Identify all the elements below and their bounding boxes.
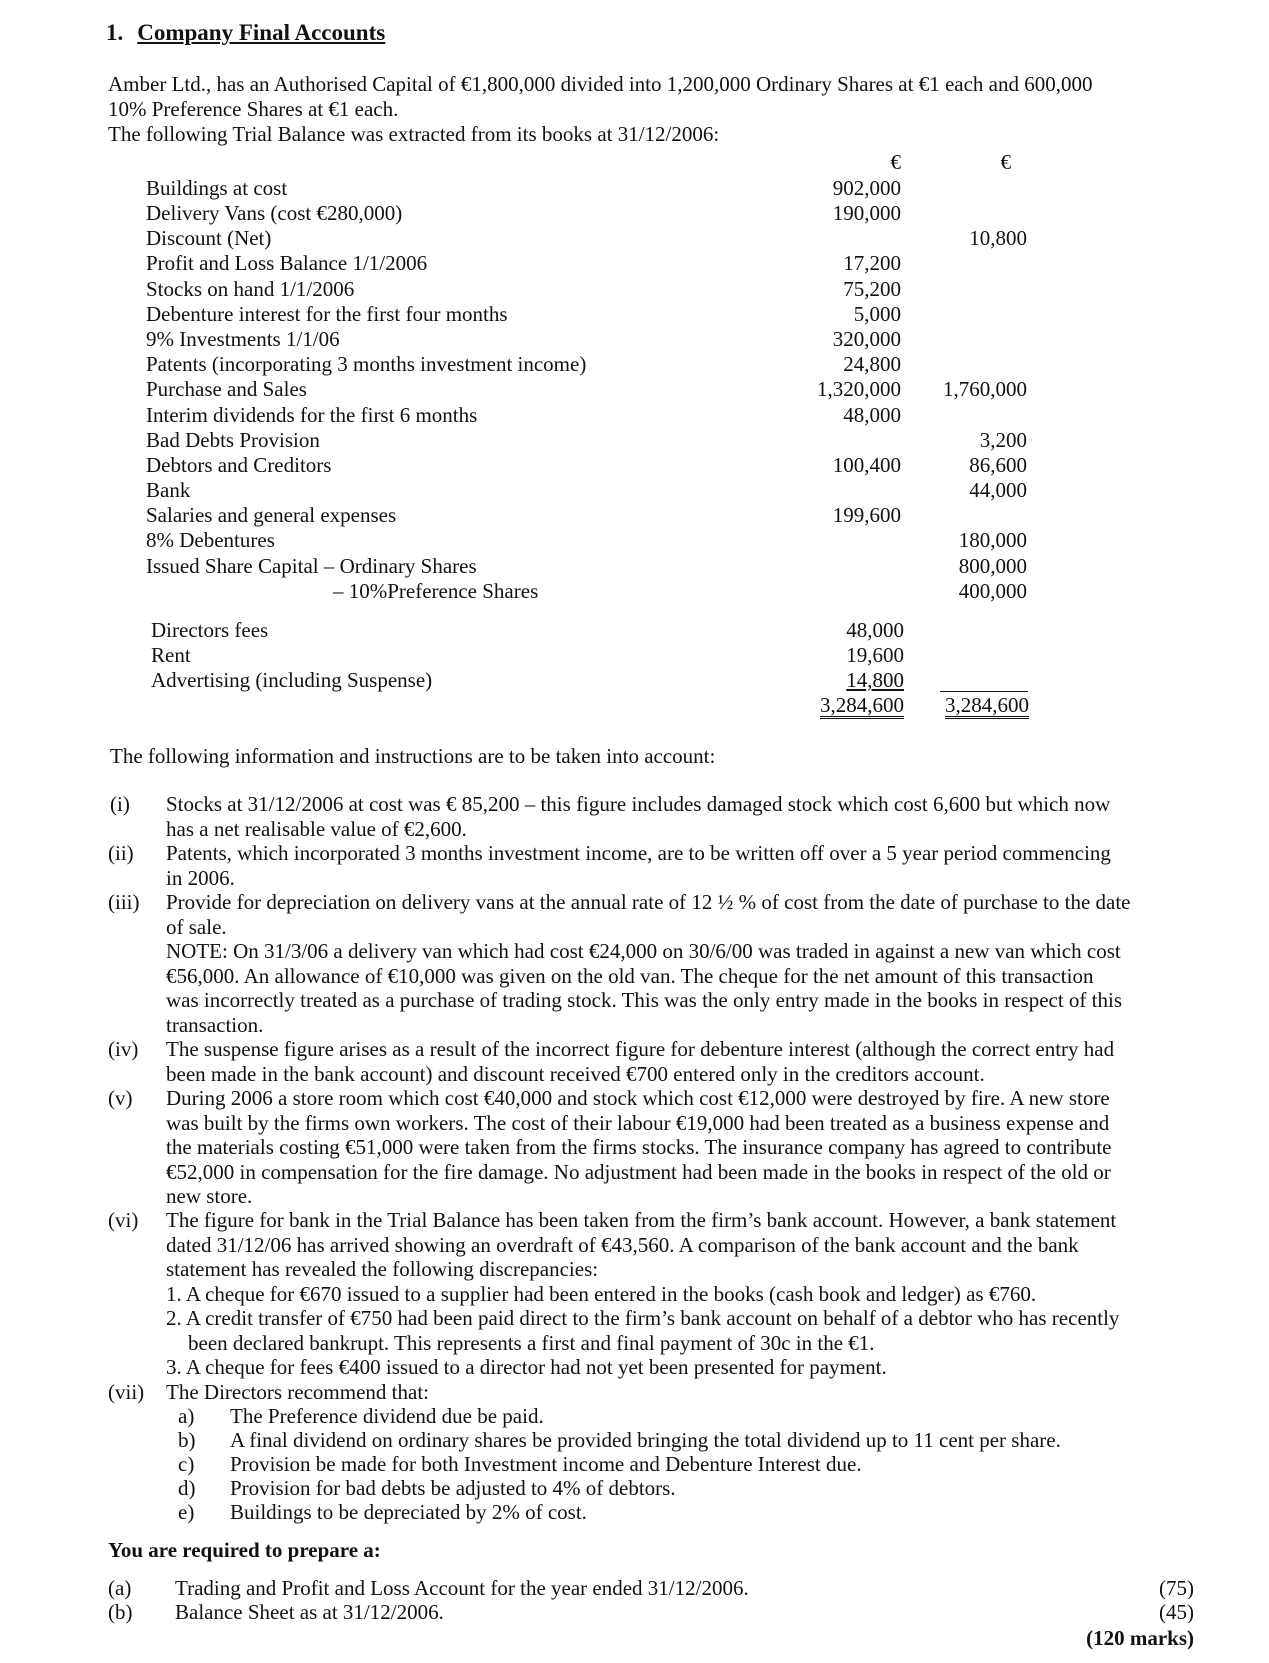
directors-text-e: Buildings to be depreciated by 2% of cost.	[230, 1500, 587, 1524]
item-line: Patents, which incorporated 3 months investment income, are to be written off over a 5 year period commencing	[166, 841, 1111, 865]
item-line: €52,000 in compensation for the fire damage. No adjustment had been made in the books in respect of the old or	[166, 1159, 1111, 1184]
tb-row-label: Bank	[146, 478, 191, 502]
instruction-item-iii	[166, 890, 1196, 1037]
tb-row-label: Delivery Vans (cost €280,000)	[146, 201, 403, 225]
requirement-marks-a: (75)	[1159, 1576, 1194, 1600]
item-number: (i)	[110, 792, 130, 816]
item-number: (ii)	[108, 841, 134, 865]
tb-row-label: Profit and Loss Balance 1/1/2006	[146, 251, 428, 275]
instructions-heading: The following information and instructions are to be taken into account:	[110, 744, 716, 768]
requirement-letter-b: (b)	[108, 1600, 133, 1624]
instruction-item-vi	[166, 1208, 1196, 1380]
question-title	[106, 20, 385, 46]
directors-letter-c: c)	[178, 1452, 195, 1476]
item-line: has a net realisable value of €2,600.	[166, 816, 467, 841]
intro-line-1: Amber Ltd., has an Authorised Capital of €1,800,000 divided into 1,200,000 Ordinary Shares at €1 each and 600,000	[108, 72, 1093, 96]
item-line: was built by the firms own workers. The cost of their labour €19,000 had been treated as a business expense and	[166, 1110, 1110, 1135]
directors-text-d: Provision for bad debts be adjusted to 4% of debtors.	[230, 1476, 676, 1500]
tb-row-dr: 48,000	[846, 618, 904, 642]
tb-row-label: Issued Share Capital – Ordinary Shares	[146, 554, 477, 578]
directors-letter-d: d)	[178, 1476, 196, 1500]
tb-row-dr: 1,320,000	[817, 377, 901, 401]
item-line: new store.	[166, 1184, 253, 1208]
tb-row-dr: 24,800	[843, 352, 901, 376]
question-number: 1.	[106, 20, 124, 45]
tb-row-dr: 320,000	[832, 327, 901, 351]
item-line: been declared bankrupt. This represents a first and final payment of 30c in the €1.	[188, 1330, 875, 1355]
directors-text-b: A final dividend on ordinary shares be provided bringing the total dividend up to 11 cent per share.	[230, 1428, 1061, 1452]
debit-total: 3,284,600	[820, 693, 904, 717]
item-line: During 2006 a store room which cost €40,000 and stock which cost €12,000 were destroyed by fire. A new store	[166, 1086, 1110, 1110]
instruction-item-ii	[166, 841, 1196, 890]
item-number: (iii)	[108, 890, 140, 914]
requirement-letter-a: (a)	[108, 1576, 132, 1600]
item-line: was incorrectly treated as a purchase of trading stock. This was the only entry made in the books in respect of this	[166, 988, 1123, 1012]
item-line: €56,000. An allowance of €10,000 was given on the old van. The cheque for the net amount of this transaction	[166, 963, 1094, 988]
question-title-text: Company Final Accounts	[137, 20, 386, 45]
item-line: transaction.	[166, 1012, 264, 1037]
item-line: Provide for depreciation on delivery vans at the annual rate of 12 ½ % of cost from the date of purchase to the date	[166, 890, 1131, 914]
tb-row-cr: 800,000	[958, 554, 1027, 578]
total-marks: (120 marks)	[1086, 1626, 1194, 1650]
item-line: in 2006.	[166, 865, 235, 890]
intro-line-3: The following Trial Balance was extracted from its books at 31/12/2006:	[108, 122, 720, 146]
tb-row-dr: 100,400	[832, 453, 901, 477]
item-line: the materials costing €51,000 were taken from the firms stocks. The insurance company has agreed to contribute	[166, 1135, 1112, 1159]
instruction-item-v	[166, 1086, 1196, 1209]
item-line: The figure for bank in the Trial Balance has been taken from the firm’s bank account. However, a bank statement	[166, 1208, 1117, 1232]
tb-row-label: Debenture interest for the first four months	[146, 302, 508, 326]
item-line: 3. A cheque for fees €400 issued to a director had not yet been presented for payment.	[166, 1355, 887, 1379]
item-line: Stocks at 31/12/2006 at cost was € 85,200 – this figure includes damaged stock which cost 6,600 but which now	[166, 792, 1111, 816]
tb-row-cr: 3,200	[979, 428, 1027, 452]
directors-letter-e: e)	[178, 1500, 195, 1524]
directors-letter-b: b)	[178, 1428, 196, 1452]
directors-text-c: Provision be made for both Investment income and Debenture Interest due.	[230, 1452, 862, 1476]
tb-row-cr: 1,760,000	[943, 377, 1027, 401]
tb-row-label: – 10%Preference Shares	[333, 579, 539, 603]
requirement-text-b: Balance Sheet as at 31/12/2006.	[175, 1600, 444, 1624]
tb-row-label: 9% Investments 1/1/06	[146, 327, 340, 351]
credit-total: 3,284,600	[945, 693, 1029, 717]
tb-row-label: Advertising (including Suspense)	[151, 668, 433, 692]
item-number: (v)	[108, 1086, 133, 1110]
tb-row-label: Patents (incorporating 3 months investment income)	[146, 352, 587, 376]
tb-row-dr: 14,800	[846, 668, 904, 692]
item-line: The Directors recommend that:	[166, 1380, 429, 1404]
intro-line-2: 10% Preference Shares at €1 each.	[108, 97, 399, 121]
instruction-item-i	[166, 792, 1196, 841]
instruction-item-vii	[166, 1380, 1196, 1405]
tb-row-dr: 48,000	[843, 403, 901, 427]
tb-row-label: Interim dividends for the first 6 months	[146, 403, 478, 427]
tb-row-label: Directors fees	[151, 618, 269, 642]
item-number: (iv)	[108, 1037, 139, 1061]
tb-row-label: Buildings at cost	[146, 176, 288, 200]
tb-row-dr: 5,000	[853, 302, 901, 326]
item-line: been made in the bank account) and discount received €700 entered only in the creditors account.	[166, 1061, 985, 1086]
tb-row-label: Debtors and Creditors	[146, 453, 332, 477]
requirement-text-a: Trading and Profit and Loss Account for the year ended 31/12/2006.	[175, 1576, 749, 1600]
credit-total-rule	[940, 691, 1028, 692]
debit-header: €	[890, 150, 901, 174]
item-line: statement has revealed the following discrepancies:	[166, 1257, 599, 1281]
tb-row-dr: 199,600	[832, 503, 901, 527]
credit-header: €	[1000, 150, 1011, 174]
tb-row-label: Purchase and Sales	[146, 377, 307, 401]
tb-row-cr: 44,000	[969, 478, 1027, 502]
instruction-item-iv	[166, 1037, 1196, 1086]
tb-row-dr: 17,200	[843, 251, 901, 275]
tb-row-dr: 190,000	[832, 201, 901, 225]
requirements-heading: You are required to prepare a:	[108, 1538, 381, 1562]
tb-row-dr: 75,200	[843, 277, 901, 301]
item-line: 2. A credit transfer of €750 had been paid direct to the firm’s bank account on behalf of a debtor who has recently	[166, 1306, 1120, 1330]
item-line: NOTE: On 31/3/06 a delivery van which had cost €24,000 on 30/6/00 was traded in against a new van which cost	[166, 939, 1121, 963]
tb-row-label: Salaries and general expenses	[146, 503, 397, 527]
tb-row-label: Stocks on hand 1/1/2006	[146, 277, 355, 301]
item-line: The suspense figure arises as a result of the incorrect figure for debenture interest (although the correct entry had	[166, 1037, 1115, 1061]
item-line: dated 31/12/06 has arrived showing an overdraft of €43,560. A comparison of the bank account and the bank	[166, 1232, 1079, 1257]
tb-row-cr: 10,800	[969, 226, 1027, 250]
tb-row-dr: 19,600	[846, 643, 904, 667]
directors-text-a: The Preference dividend due be paid.	[230, 1404, 544, 1428]
tb-row-label: Discount (Net)	[146, 226, 272, 250]
tb-row-label: 8% Debentures	[146, 528, 275, 552]
item-line: of sale.	[166, 914, 227, 939]
tb-row-dr: 902,000	[832, 176, 901, 200]
tb-row-label: Rent	[151, 643, 191, 667]
item-number: (vii)	[108, 1380, 145, 1404]
tb-row-label: Bad Debts Provision	[146, 428, 320, 452]
directors-letter-a: a)	[178, 1404, 195, 1428]
item-line: 1. A cheque for €670 issued to a supplier had been entered in the books (cash book and ledger) as €760.	[166, 1281, 1037, 1306]
tb-row-cr: 86,600	[969, 453, 1027, 477]
item-number: (vi)	[108, 1208, 139, 1232]
tb-row-cr: 400,000	[958, 579, 1027, 603]
requirement-marks-b: (45)	[1159, 1600, 1194, 1624]
tb-row-cr: 180,000	[958, 528, 1027, 552]
